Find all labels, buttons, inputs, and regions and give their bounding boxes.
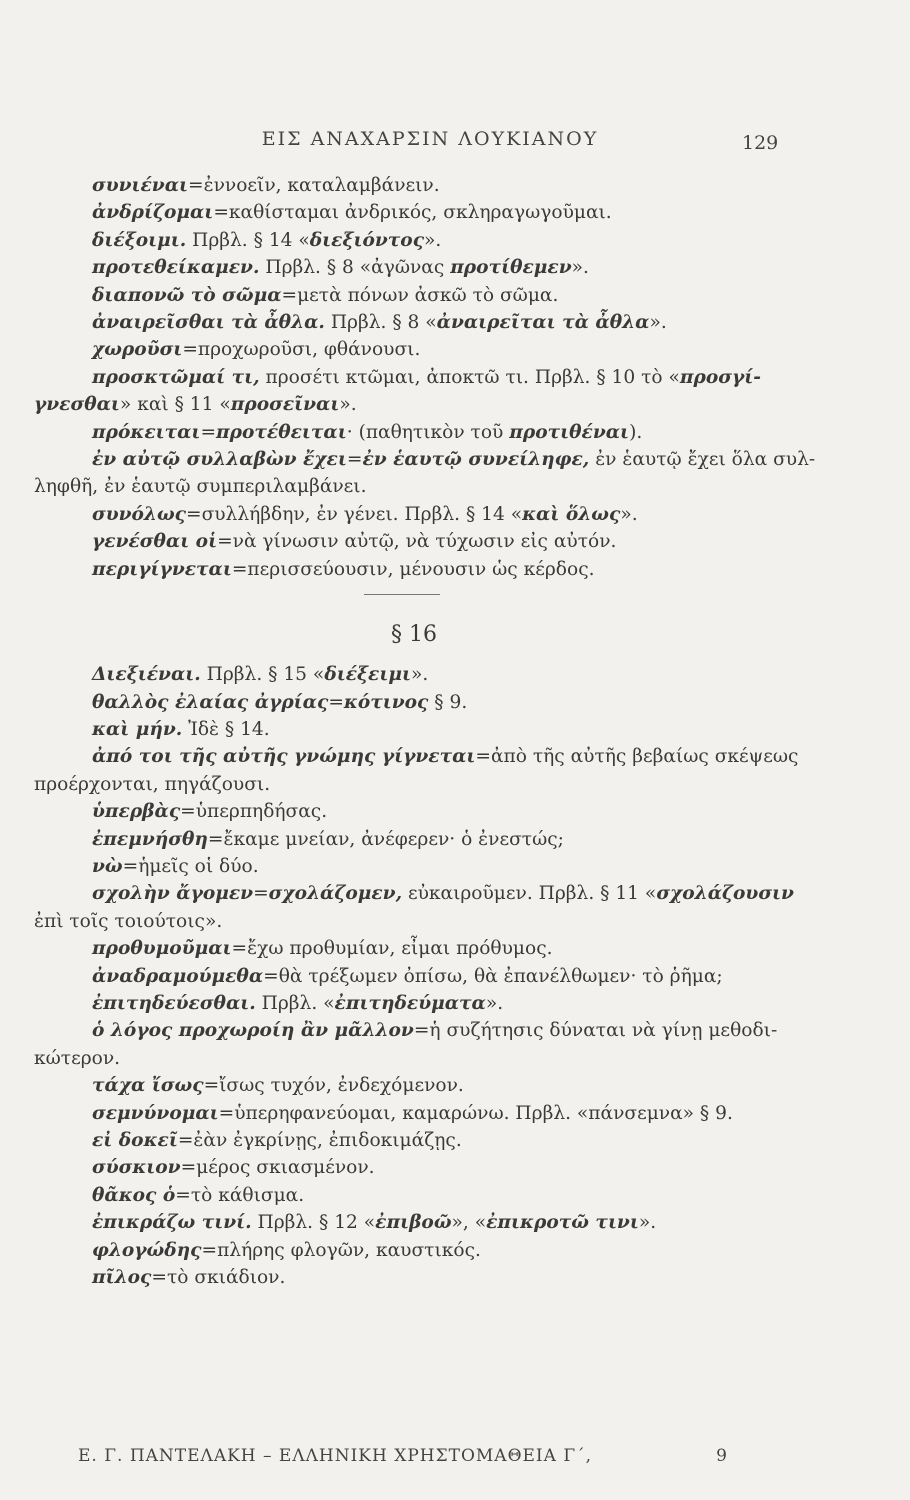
gloss-text: =ὑπερπηδήσας.: [180, 801, 328, 823]
gloss-text: =πλήρης φλογῶν, καυστικός.: [201, 1239, 481, 1261]
entry-continuation: [34, 908, 774, 935]
gloss-text: » καὶ § 11 «: [119, 394, 231, 416]
gloss-text: Πρβλ. § 8 «: [324, 312, 437, 334]
greek-term: καὶ μήν.: [92, 718, 183, 740]
glossary-entry: [34, 528, 774, 555]
glossary-entry: [34, 1182, 774, 1209]
glossary-entry: [34, 364, 774, 391]
gloss-text: =: [346, 449, 363, 471]
greek-term: συνόλως: [92, 503, 186, 525]
glossary-entry: [34, 661, 774, 688]
entry-continuation: [34, 391, 774, 418]
gloss-text: =ἴσως τυχόν, ἐνδεχόμενον.: [203, 1075, 464, 1097]
glossary-entry: [34, 336, 774, 363]
greek-term: Διεξιέναι.: [92, 664, 201, 686]
glossary-entry: [34, 1017, 778, 1044]
glossary-entry: [34, 963, 774, 990]
greek-term: χωροῦσι: [92, 339, 183, 361]
gloss-text: ».: [410, 664, 429, 686]
page-number: 129: [742, 132, 779, 154]
glossary-entry: [34, 743, 799, 770]
gloss-text: =ἔχω προθυμίαν, εἶμαι πρόθυμος.: [231, 938, 553, 960]
glossary-body: [34, 172, 816, 1291]
gloss-text: =θὰ τρέξωμεν ὀπίσω, θὰ ἐπανέλθωμεν· τὸ ῥῆμα;: [263, 965, 723, 987]
gloss-text: =ἐὰν ἐγκρίνῃς, ἐπιδοκιμάζῃς.: [177, 1130, 462, 1151]
glossary-entry: [34, 227, 774, 254]
gloss-text: =ὑπερηφανεύομαι, καμαρώνω. Πρβλ. «πάνσεμνα» § 9.: [218, 1102, 733, 1124]
greek-term: διεξιόντος: [309, 229, 425, 251]
gloss-text: ἐπὶ τοῖς τοιούτοις».: [34, 910, 223, 932]
glossary-entry: [34, 1154, 774, 1181]
gloss-text: ».: [571, 257, 589, 279]
greek-term: νὼ: [92, 855, 123, 877]
gloss-text: =ἡ συζήτησις δύναται νὰ γίνῃ μεθοδι-: [413, 1020, 778, 1042]
gloss-text: ληφθῆ, ἐν ἑαυτῷ συμπεριλαμβάνει.: [34, 476, 367, 498]
glossary-entry: [34, 826, 774, 853]
glossary-entry: [34, 501, 774, 528]
gloss-text: =νὰ γίνωσιν αὐτῷ, νὰ τύχωσιν εἰς αὐτόν.: [217, 531, 617, 553]
greek-term: ἐπεμνήσθη: [92, 828, 208, 850]
greek-term: τάχα ἴσως: [92, 1075, 204, 1097]
divider-rule: [364, 594, 440, 595]
greek-term: ἐπικροτῶ τινι: [486, 1212, 639, 1234]
running-title: ΕΙΣ ΑΝΑΧΑΡΣΙΝ ΛΟΥΚΙΑΝΟΥ: [261, 128, 599, 150]
gloss-text: Πρβλ. § 15 «: [200, 664, 325, 686]
gloss-text: =μέρος σκιασμένον.: [180, 1157, 375, 1179]
greek-term: διέξειμι: [324, 664, 411, 686]
glossary-entry: [34, 282, 774, 309]
gloss-text: ».: [649, 312, 667, 334]
gloss-text: προσέτι κτῶμαι, ἀποκτῶ τι. Πρβλ. § 10 τὸ «: [259, 366, 680, 388]
gloss-text: =περισσεύουσιν, μένουσιν ὡς κέρδος.: [231, 558, 595, 580]
glossary-entry: [34, 1100, 774, 1127]
glossary-entry: [34, 419, 774, 446]
gloss-text: § 9.: [428, 691, 468, 713]
greek-term: διαπονῶ τὸ σῶμα: [92, 284, 282, 306]
glossary-entry: [34, 1264, 774, 1291]
glossary-entry: [34, 199, 774, 226]
greek-term: σχολάζουσιν: [656, 883, 794, 905]
greek-term: καὶ ὅλως: [522, 503, 621, 525]
gloss-text: =τὸ σκιάδιον.: [151, 1267, 286, 1289]
greek-term: ἀναιρεῖσθαι τὰ ἆθλα.: [92, 312, 325, 334]
gloss-text: =τὸ κάθισμα.: [175, 1184, 305, 1206]
gloss-text: =προχωροῦσι, φθάνουσι.: [182, 339, 421, 361]
gloss-text: ἐν ἑαυτῷ ἔχει ὅλα συλ-: [589, 449, 816, 471]
gloss-text: =ἡμεῖς οἱ δύο.: [122, 855, 259, 877]
gloss-text: Πρβλ. «: [255, 992, 335, 1014]
glossary-entry: [34, 172, 774, 199]
greek-term: ἐπικράζω τινί.: [92, 1212, 252, 1234]
entry-continuation: [34, 771, 774, 798]
gloss-text: · (παθητικὸν τοῦ: [346, 421, 510, 443]
greek-term: ἀναδραμούμεθα: [92, 965, 264, 987]
greek-term: διέξοιμι.: [92, 229, 187, 251]
gloss-text: ).: [629, 421, 643, 443]
greek-term: προτεθείκαμεν.: [92, 257, 260, 279]
glossary-entry: [34, 990, 774, 1017]
gloss-text: », «: [451, 1212, 487, 1234]
gloss-text: εὐκαιροῦμεν. Πρβλ. § 11 «: [402, 883, 657, 905]
gloss-text: Πρβλ. § 8 «ἀγῶνας: [259, 257, 451, 279]
glossary-entry: [34, 446, 816, 473]
glossary-entry: [34, 556, 774, 583]
greek-term: συνιέναι: [92, 175, 189, 196]
gloss-text: =ἔκαμε μνείαν, ἀνέφερεν· ὁ ἐνεστώς;: [207, 828, 564, 850]
gloss-text: =: [253, 883, 269, 905]
footer-text: Ε. Γ. ΠΑΝΤΕΛΑΚΗ – ΕΛΛΗΝΙΚΗ ΧΡΗΣΤΟΜΑΘΕΙΑ Γ΄,: [78, 1446, 593, 1466]
greek-term: πρόκειται: [92, 421, 201, 443]
glossary-entry: [34, 935, 774, 962]
glossary-entry: [34, 880, 794, 907]
greek-term: προσεῖναι: [230, 394, 340, 416]
glossary-entry: [34, 716, 774, 743]
greek-term: εἰ δοκεῖ: [92, 1130, 178, 1151]
greek-term: κότινος: [343, 691, 429, 713]
gloss-text: =καθίσταμαι ἀνδρικός, σκληραγωγοῦμαι.: [213, 202, 612, 224]
gloss-text: =συλλήβδην, ἐν γένει. Πρβλ. § 14 «: [185, 503, 523, 525]
gloss-text: ».: [620, 503, 638, 525]
greek-term: ἐπιβοῶ: [375, 1212, 452, 1234]
gloss-text: =ἐννοεῖν, καταλαμβάνειν.: [188, 175, 440, 196]
footer: [78, 1446, 728, 1466]
greek-term: ὁ λόγος προχωροίη ἂν μᾶλλον: [92, 1020, 414, 1042]
gloss-text: =ἀπὸ τῆς αὐτῆς βεβαίως σκέψεως: [475, 746, 799, 768]
gloss-text: ».: [339, 394, 357, 416]
greek-term: φλογώδης: [92, 1239, 202, 1261]
gloss-text: =: [200, 421, 217, 443]
entry-continuation: [34, 1045, 774, 1072]
gloss-text: ».: [638, 1212, 657, 1234]
section-divider: [34, 583, 774, 609]
greek-term: σύσκιον: [92, 1157, 181, 1179]
glossary-entry: [34, 309, 774, 336]
greek-term: ἐπιτηδεύματα: [334, 992, 486, 1014]
greek-term: γενέσθαι οἱ: [92, 531, 218, 553]
greek-term: ἀναιρεῖται τὰ ἆθλα: [436, 312, 650, 334]
entry-continuation: [34, 473, 774, 500]
greek-term: ἐν αὐτῷ συλλαβὼν ἔχει: [92, 449, 347, 471]
gloss-text: προέρχονται, πηγάζουσι.: [34, 773, 271, 795]
gloss-text: Πρβλ. § 14 «: [186, 229, 310, 251]
glossary-entry: [34, 1072, 774, 1099]
greek-term: προτιθέναι: [509, 421, 630, 443]
glossary-entry: [34, 1127, 774, 1154]
greek-term: σεμνύνομαι: [92, 1102, 219, 1124]
gloss-text: κώτερον.: [34, 1047, 121, 1069]
gloss-text: ».: [424, 229, 442, 251]
greek-term: περιγίγνεται: [92, 558, 232, 580]
greek-term: γνεσθαι: [34, 394, 120, 416]
greek-term: πῖλος: [92, 1267, 152, 1289]
greek-term: σχολὴν ἄγομεν: [92, 883, 254, 905]
greek-term: θαλλὸς ἐλαίας ἀγρίας: [92, 691, 329, 713]
glossary-entry: [34, 853, 774, 880]
greek-term: προσκτῶμαί τι,: [92, 366, 260, 388]
gloss-text: ».: [485, 992, 504, 1014]
greek-term: προθυμοῦμαι: [92, 938, 232, 960]
greek-term: θᾶκος ὁ: [92, 1184, 176, 1206]
greek-term: προτέθειται: [216, 421, 347, 443]
gloss-text: =: [328, 691, 344, 713]
gloss-text: Ἰδὲ § 14.: [182, 718, 270, 740]
greek-term: ἀνδρίζομαι: [92, 202, 214, 224]
greek-term: ὑπερβὰς: [92, 801, 181, 823]
greek-term: ἀπό τοι τῆς αὐτῆς γνώμης γίγνεται: [92, 746, 476, 768]
greek-term: ἐν ἑαυτῷ συνείληφε,: [362, 449, 590, 471]
gloss-text: =μετὰ πόνων ἀσκῶ τὸ σῶμα.: [281, 284, 559, 306]
glossary-entry: [34, 798, 774, 825]
glossary-entry: [34, 1237, 774, 1264]
gloss-text: Πρβλ. § 12 «: [251, 1212, 376, 1234]
glossary-entry: [34, 1209, 774, 1236]
greek-term: σχολάζομεν,: [268, 883, 403, 905]
greek-term: προσγί-: [679, 366, 761, 388]
glossary-entry: [34, 254, 774, 281]
glossary-entry: [34, 689, 774, 716]
greek-term: ἐπιτηδεύεσθαι.: [92, 992, 256, 1014]
section-heading: § 16: [391, 622, 437, 648]
signature-number: 9: [716, 1446, 728, 1466]
greek-term: προτίθεμεν: [450, 257, 572, 279]
